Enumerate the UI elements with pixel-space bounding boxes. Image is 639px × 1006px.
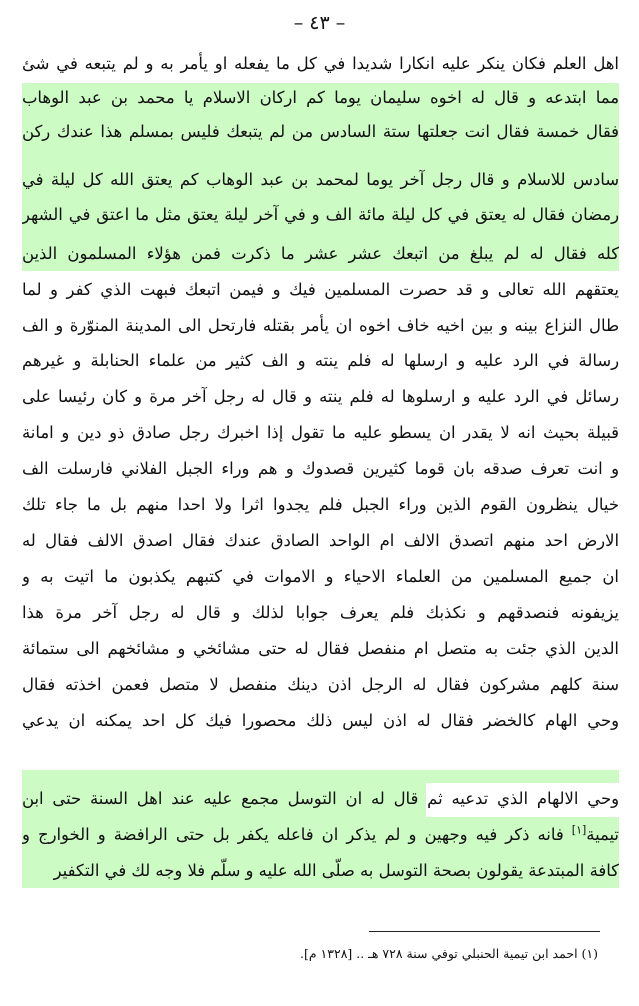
text-line: سنة كلهم مشركون فقال له الرجل اذن دينك منفصل لا متصل فعمن اخذته فقال <box>22 675 619 694</box>
footnote-reference[interactable]: [١] <box>571 823 587 837</box>
text-line: رسالة في الرد عليه و ارسلها له فلم ينته و الف كثير من علماء الحنابلة و غيرهم <box>22 351 619 370</box>
text-line: ان جميع المسلمين من العلماء الاحياء و الاموات في كتبهم يكذبون ما اتيت به و <box>22 567 619 586</box>
text-line: فقال خمسة فقال انت جعلتها ستة السادس من لم يتبعك فليس بمسلم هذا عندك ركن <box>22 122 619 141</box>
text-line: الارض احد منهم اتصدق الالف ام الواحد الصادق عندك فقال اصدق الالف فقال له <box>22 531 619 550</box>
text-line: و انت تعرف صدقه بان قوما كثيرين قصدوك و هم وراء الجبل الفلاني فارسلت الف <box>22 459 619 478</box>
text-line <box>22 818 619 852</box>
text-line: رمضان فقال له يعتق في كل ليلة مائة الف و في آخر ليلة يعتق مثل ما اعتق في الشهر <box>22 205 619 224</box>
text-line: يعتقهم الله تعالى و قد حصرت المسلمين فيك و فيمن اتبعك فبهت الذي كفر و لما <box>22 280 619 299</box>
text-line: خيال ينظرون القوم الذين وراء الجبل فلم يجدوا اثرا ولا احدا منهم بل ما جاء تلك <box>22 495 619 514</box>
text-line: رسائل في الرد عليه و ارسلوها له فلم ينته و قال له رجل آخر مرة و كان رئيسا على <box>22 387 619 406</box>
text-line: الدين الذي جئت به متصل ام منفصل فقال له حتى مشائخي و مشائخهم الى ستمائة <box>22 639 619 658</box>
text-line: كافة المبتدعة يقولون بصحة التوسل به صلّى الله عليه و سلّم فلا وجه لك في التكفير <box>53 861 619 880</box>
text-line: وحي الالهام الذي تدعيه ثم قال له ان التوسل مجمع عليه عند اهل السنة حتى ابن <box>22 789 619 808</box>
text-fragment: تيمية <box>586 825 619 844</box>
footnote: (١) احمد ابن تيمية الحنبلي توفي سنة ٧٢٨ هـ .. [١٣٢٨ م]. <box>299 946 598 961</box>
text-line: قبيلة بحيث انه لا يقدر ان يسطو عليه ما تقول إذا اخبرك رجل صادق ذو دين و امانة <box>22 423 619 442</box>
text-line: سادس للاسلام و قال رجل آخر يوما لمحمد بن عبد الوهاب كم يعتق الله كل ليلة في <box>22 170 619 189</box>
text-line: مما ابتدعه و قال له اخوه سليمان يوما كم اركان الاسلام يا محمد بن عبد الوهاب <box>22 88 619 107</box>
text-line: اهل العلم فكان ينكر عليه انكارا شديدا في كل ما يفعله او يأمر به و لم يتبعه في شئ <box>22 54 619 73</box>
text-line: طال النزاع بينه و بين اخيه خاف اخوه ان يأمر بقتله فارتحل الى المدينة المنوّرة و الف <box>22 316 619 335</box>
text-line: كله فقال له لم يبلغ من اتبعك عشر عشر ما ذكرت فمن هؤلاء المسلمون الذين <box>22 244 619 263</box>
text-line: وحي الهام كالخضر فقال له اذن ليس ذلك محصورا فيك كل احد يمكنه ان يدعي <box>22 711 619 730</box>
text-fragment: فانه ذكر فيه وجهين و لم يذكر ان فاعله يكفر بل حتى الرافضة و الخوارج و <box>22 825 572 844</box>
footnote-divider <box>369 931 600 932</box>
page-number: – ٤٣ – <box>293 12 346 34</box>
text-line: يزيفونه فنصدقهم و نكذبك فلم يعرف جوابا لذلك و قال له رجل آخر مرة هذا <box>22 603 619 622</box>
